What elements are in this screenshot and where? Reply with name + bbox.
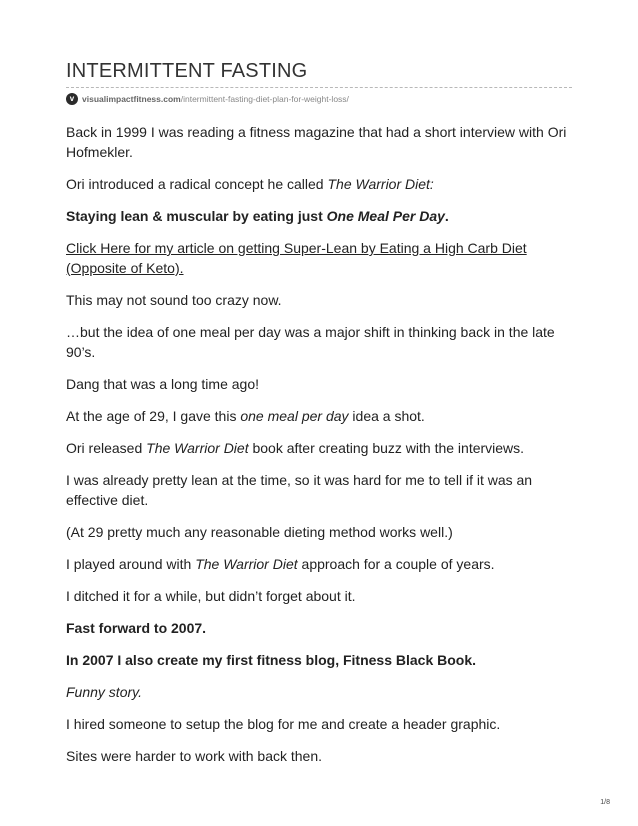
paragraph-11	[66, 522, 578, 542]
site-logo-icon: v	[66, 93, 78, 105]
emphasis-text: The Warrior Diet	[195, 556, 298, 572]
paragraph-16	[66, 682, 578, 702]
paragraph-6	[66, 322, 578, 362]
paragraph-8	[66, 406, 578, 426]
emphasis-text: one meal per day	[240, 408, 349, 424]
paragraph-text: Dang that was a long time ago!	[66, 376, 260, 392]
paragraph-text: I played around with	[66, 556, 196, 572]
paragraph-text: I was already pretty lean at the time, so it was hard for me to tell if it was an effective diet.	[66, 472, 533, 508]
paragraph-10	[66, 470, 578, 510]
title-divider	[66, 87, 572, 88]
emphasis-text: The Warrior Diet	[146, 440, 249, 456]
paragraph-text: In 2007 I also create my first fitness blog, Fitness Black Book.	[66, 652, 477, 668]
paragraph-15	[66, 650, 578, 670]
emphasis-text: One Meal Per Day	[326, 208, 445, 224]
emphasis-text: The Warrior Diet:	[327, 176, 434, 192]
paragraph-3	[66, 206, 578, 226]
paragraph-text: book after creating buzz with the interviews.	[248, 440, 525, 456]
paragraph-5	[66, 290, 578, 310]
paragraph-text: approach for a couple of years.	[297, 556, 495, 572]
source-line	[66, 92, 349, 106]
page-number: 1/8	[600, 799, 610, 806]
paragraph-18	[66, 746, 578, 766]
paragraph-text: Ori released	[66, 440, 147, 456]
paragraph-14	[66, 618, 578, 638]
paragraph-13	[66, 586, 578, 606]
paragraph-text: I ditched it for a while, but didn’t forget about it.	[66, 588, 356, 604]
paragraph-2	[66, 174, 578, 194]
paragraph-text: Ori introduced a radical concept he called	[66, 176, 328, 192]
source-path: /intermittent-fasting-diet-plan-for-weight-loss/	[180, 94, 349, 104]
source-url[interactable]	[82, 94, 349, 104]
paragraph-text: (At 29 pretty much any reasonable dieting method works well.)	[66, 524, 453, 540]
paragraph-text: Fast forward to 2007.	[66, 620, 207, 636]
paragraph-text: Back in 1999 I was reading a fitness magazine that had a short interview with Ori Hofmekler.	[66, 124, 567, 160]
paragraph-text: .	[444, 208, 449, 224]
paragraph-1	[66, 122, 578, 162]
paragraph-12	[66, 554, 578, 574]
article-body	[66, 122, 578, 778]
source-domain: visualimpactfitness.com	[82, 94, 181, 104]
paragraph-9	[66, 438, 578, 458]
paragraph-text: This may not sound too crazy now.	[66, 292, 282, 308]
paragraph-7	[66, 374, 578, 394]
page-title: INTERMITTENT FASTING	[66, 60, 308, 82]
paragraph-text: Staying lean & muscular by eating just	[66, 208, 327, 224]
paragraph-text: …but the idea of one meal per day was a major shift in thinking back in the late 90’s.	[66, 324, 555, 360]
article-link[interactable]: Click Here for my article on getting Super-Lean by Eating a High Carb Diet (Opposite of Keto).	[66, 240, 527, 276]
paragraph-17	[66, 714, 578, 734]
paragraph-text: Funny story.	[66, 684, 142, 700]
paragraph-4	[66, 238, 578, 278]
paragraph-text: At the age of 29, I gave this	[66, 408, 241, 424]
paragraph-text: I hired someone to setup the blog for me and create a header graphic.	[66, 716, 501, 732]
paragraph-text: Sites were harder to work with back then.	[66, 748, 323, 764]
paragraph-text: idea a shot.	[348, 408, 425, 424]
